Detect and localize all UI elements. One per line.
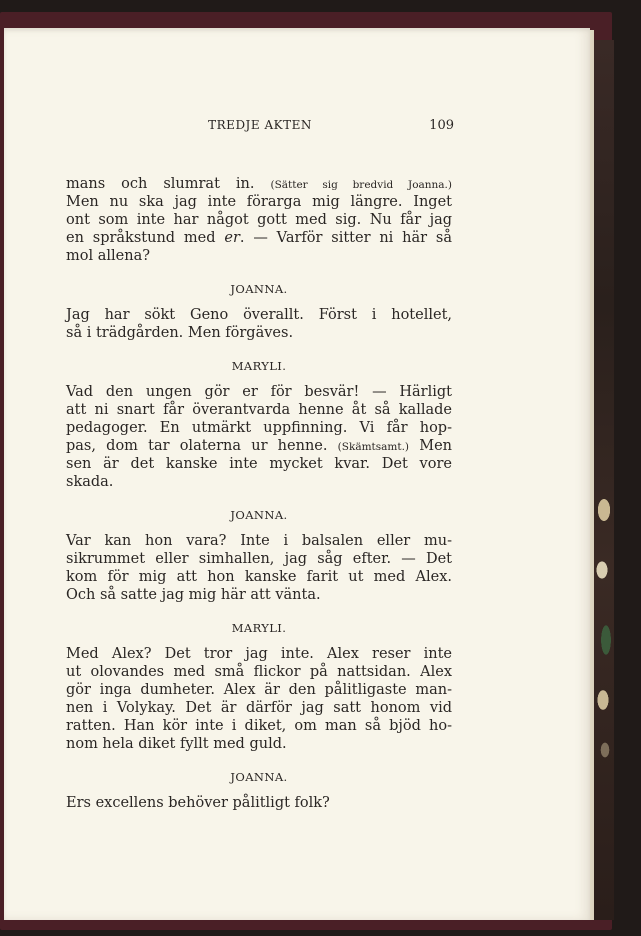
text-line <box>66 456 452 472</box>
text-line <box>66 212 452 228</box>
text-run: pedagoger. En utmärkt uppfinning. Vi får hop- <box>66 420 452 436</box>
text-line <box>66 533 452 549</box>
text-line <box>66 718 452 734</box>
text-line <box>66 420 452 436</box>
text-line <box>66 646 452 662</box>
text-run: gör inga dumheter. Alex är den pålitligaste man- <box>66 682 452 698</box>
text-run: en språkstund med <box>66 230 225 246</box>
speaker-name: JOANNA. <box>230 508 288 522</box>
book-page <box>4 28 590 920</box>
page-number: 109 <box>429 118 454 133</box>
text-line <box>66 682 452 698</box>
text-run: Ers excellens behöver pålitligt folk? <box>66 795 330 811</box>
text-line <box>66 176 452 192</box>
text-run: Och så satte jag mig här att vänta. <box>66 587 321 603</box>
speaker-name: JOANNA. <box>230 282 288 296</box>
text-line <box>66 551 452 567</box>
text-run: . — Varför sitter ni här så <box>239 230 452 246</box>
text-run: Vad den ungen gör er för besvär! — Härligt <box>66 384 452 400</box>
text-run: mans och slumrat in. <box>66 176 271 192</box>
text-line <box>66 587 452 603</box>
stage-direction: (Sätter sig bredvid Joanna.) <box>270 179 452 191</box>
running-title: TREDJE AKTEN <box>208 118 312 132</box>
speaker-name: JOANNA. <box>230 770 288 784</box>
marbled-edge <box>592 40 614 920</box>
text-run: sen är det kanske inte mycket kvar. Det vore <box>66 456 452 472</box>
text-line <box>66 194 452 210</box>
text-line <box>66 736 452 752</box>
text-run: ut olovandes med små flickor på nattsidan. Alex <box>66 664 452 680</box>
emphasis: er <box>224 230 240 246</box>
text-run: nen i Volykay. Det är därför jag satt honom vid <box>66 700 452 716</box>
text-run: att ni snart får överantvarda henne åt så kallade <box>66 402 452 418</box>
text-run: så i trädgården. Men förgäves. <box>66 325 294 341</box>
text-line <box>66 795 452 811</box>
text-run: mol allena? <box>66 248 150 264</box>
text-run: ratten. Han kör inte i diket, om man så bjöd ho- <box>66 718 452 734</box>
text-line <box>66 474 452 490</box>
running-head <box>66 118 454 138</box>
speaker-name: MARYLI. <box>231 359 287 373</box>
text-run: Med Alex? Det tror jag inte. Alex reser inte <box>66 646 452 662</box>
text-line <box>66 664 452 680</box>
text-line <box>66 700 452 716</box>
text-line <box>66 402 452 418</box>
text-run: Jag har sökt Geno överallt. Först i hotellet, <box>66 307 452 323</box>
stage-direction: (Skämtsamt.) <box>337 441 410 453</box>
text-run: pas, dom tar olaterna ur henne. <box>66 438 338 454</box>
text-line <box>66 230 452 246</box>
text-line <box>66 325 452 341</box>
text-run: kom för mig att hon kanske farit ut med Alex. <box>66 569 452 585</box>
text-run: nom hela diket fyllt med guld. <box>66 736 287 752</box>
text-line <box>66 438 452 454</box>
text-run: Var kan hon vara? Inte i balsalen eller mu- <box>66 533 452 549</box>
text-line <box>66 384 452 400</box>
text-run: Men nu ska jag inte förarga mig längre. Inget <box>66 194 452 210</box>
text-line <box>66 307 452 323</box>
text-run: sikrummet eller simhallen, jag såg efter. — Det <box>66 551 452 567</box>
text-line <box>66 569 452 585</box>
text-run: skada. <box>66 474 114 490</box>
text-run: Men <box>409 438 452 454</box>
speaker-name: MARYLI. <box>231 621 287 635</box>
text-line <box>66 248 452 264</box>
text-run: ont som inte har något gott med sig. Nu får jag <box>66 212 452 228</box>
